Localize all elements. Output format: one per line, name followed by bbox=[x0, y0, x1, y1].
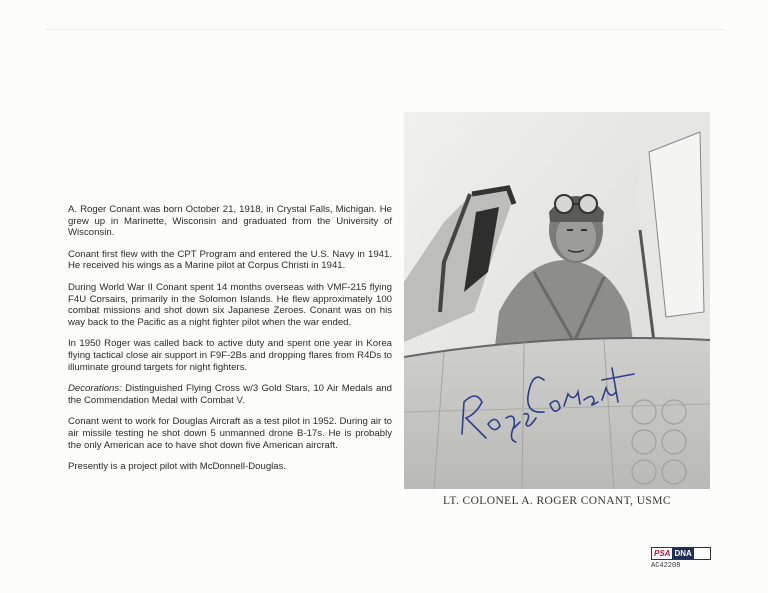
bio-paragraph-test-pilot: Conant went to work for Douglas Aircraft as a test pilot in 1952. During air to air missile testing he shot down 5 unmanned drone B-17s. He is probably the only American ace to have shot down five American aircraft. bbox=[68, 416, 392, 451]
bio-paragraph-present: Presently is a project pilot with McDonnell-Douglas. bbox=[68, 461, 287, 473]
page-fold-line bbox=[45, 29, 725, 30]
pilot-photo-image bbox=[404, 112, 710, 489]
pilot-photo bbox=[404, 112, 710, 489]
authentication-sticker bbox=[651, 547, 711, 570]
authentication-logo-b: DNA bbox=[674, 549, 692, 558]
biography-text bbox=[68, 204, 392, 483]
authentication-logo bbox=[651, 547, 711, 560]
authentication-logo-a: PSA bbox=[654, 549, 671, 558]
decorations-label: Decorations: bbox=[68, 383, 122, 395]
authentication-code: AC42208 bbox=[651, 562, 681, 570]
bio-paragraph-korea: In 1950 Roger was called back to active duty and spent one year in Korea flying tactical close air support in F9F-2Bs and dropping flares from R4Ds to illuminate ground targets for night fighters. bbox=[68, 338, 392, 373]
bio-paragraph-birth: A. Roger Conant was born October 21, 1918, in Crystal Falls, Michigan. He grew up in Marinette, Wisconsin and graduated from the University of Wisconsin. bbox=[68, 204, 392, 239]
photo-caption: LT. COLONEL A. ROGER CONANT, USMC bbox=[443, 495, 671, 507]
decorations-text: Distinguished Flying Cross w/3 Gold Stars, 10 Air Medals and the Commendation Medal with Combat V. bbox=[68, 383, 392, 406]
bio-paragraph-decorations bbox=[68, 383, 392, 406]
bio-paragraph-training: Conant first flew with the CPT Program and entered the U.S. Navy in 1941. He received his wings as a Marine pilot at Corpus Christi in 1941. bbox=[68, 248, 392, 272]
bio-paragraph-ww2: During World War II Conant spent 14 months overseas with VMF-215 flying F4U Corsairs, primarily in the Solomon Islands. He flew approximately 100 combat missions and shot down six Japanese Zeroes. Conant was on his way back to the Pacific as a night fighter pilot when the war ended. bbox=[68, 281, 392, 328]
